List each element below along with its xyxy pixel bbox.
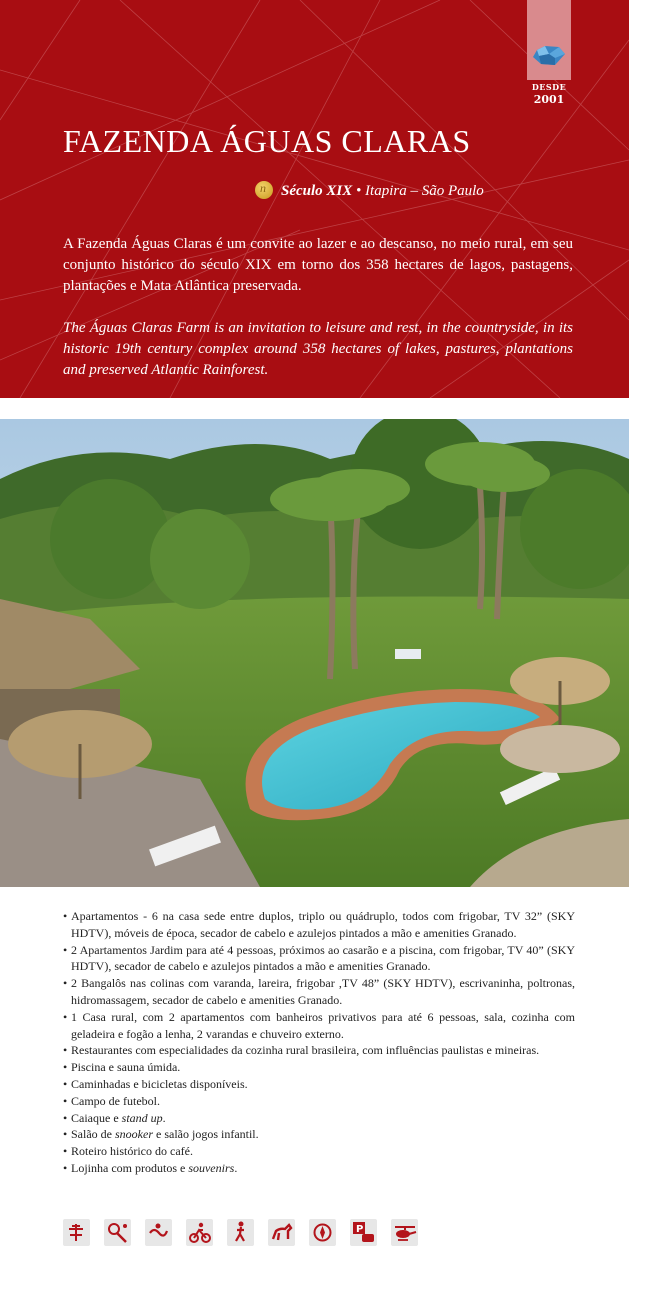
badge-year: 2001 bbox=[533, 93, 565, 106]
subtitle-separator: • bbox=[352, 183, 366, 199]
feature-text: 2 Bangalôs nas colinas com varanda, lareira, frigobar ,TV 48” (SKY HDTV), escrivaninha, poltronas, hidromassagem, secador de cabelo e amenities Granado. bbox=[71, 976, 575, 1007]
badge-desde-label: DESDE bbox=[531, 82, 567, 92]
feature-emphasis: souvenirs bbox=[188, 1160, 235, 1175]
amenity-icons bbox=[63, 1219, 418, 1246]
feature-item bbox=[63, 908, 575, 942]
feature-item bbox=[63, 1110, 575, 1127]
intro-portuguese: A Fazenda Águas Claras é um convite ao lazer e ao descanso, no meio rural, em seu conjunto histórico do século XIX em torno dos 358 hectares de lagos, pastagens, plantações e Mata Atlântica preservada. bbox=[63, 236, 573, 294]
spa-icon bbox=[63, 1219, 90, 1246]
feature-text: 1 Casa rural, com 2 apartamentos com banheiros privativos para até 6 pessoas, sala, cozinha com geladeira e fogão a lenha, 2 varandas e chuveiro externo. bbox=[71, 1009, 575, 1041]
features-list bbox=[63, 908, 575, 1177]
pool-garden-illustration bbox=[0, 419, 629, 887]
feature-item bbox=[63, 1059, 575, 1076]
feature-item bbox=[63, 1143, 575, 1160]
feature-text: Apartamentos - 6 na casa sede entre duplos, triplo ou quádruplo, todos com frigobar, TV 32” (SKY HDTV), móveis de época, secador de cabelo e azulejos pintados a mão e amenities Granado. bbox=[71, 909, 575, 940]
feature-item bbox=[63, 1042, 575, 1059]
page-title: FAZENDA ÁGUAS CLARAS bbox=[63, 123, 471, 159]
compass-icon bbox=[309, 1219, 336, 1246]
feature-item bbox=[63, 942, 575, 976]
feature-text-tail: e salão jogos infantil. bbox=[153, 1127, 259, 1142]
parking-icon bbox=[350, 1219, 377, 1246]
feature-text: 2 Apartamentos Jardim para até 4 pessoas, próximos ao casarão e a piscina, com frigobar, TV 40” (SKY HDTV), secador de cabelo e azulejos pintados a mão e amenities Granado. bbox=[71, 942, 575, 974]
feature-item bbox=[63, 1160, 575, 1177]
feature-text: Salão de bbox=[71, 1127, 115, 1142]
header-banner bbox=[0, 0, 629, 398]
helicopter-icon bbox=[391, 1219, 418, 1246]
since-badge bbox=[527, 0, 571, 80]
feature-text: Roteiro histórico do café. bbox=[71, 1144, 193, 1159]
feature-item bbox=[63, 1009, 575, 1043]
subtitle-location: Itapira – São Paulo bbox=[365, 183, 484, 199]
bicycle-icon bbox=[186, 1219, 213, 1246]
feature-item bbox=[63, 1076, 575, 1093]
intro-english: The Águas Claras Farm is an invitation to leisure and rest, in the countryside, in its historic 19th century complex around 358 hectares of lakes, pastures, plantations and preserved Atlantic Rainforest. bbox=[63, 320, 573, 378]
feature-text: Restaurantes com especialidades da cozinha rural brasileira, com influências paulistas e mineiras. bbox=[71, 1043, 540, 1058]
massage-icon bbox=[145, 1219, 172, 1246]
subtitle bbox=[255, 181, 484, 200]
feature-emphasis: snooker bbox=[115, 1127, 153, 1142]
seal-icon bbox=[255, 181, 273, 199]
diamond-icon bbox=[531, 44, 567, 68]
pool-photo bbox=[0, 419, 629, 887]
feature-item bbox=[63, 975, 575, 1009]
feature-emphasis: stand up bbox=[121, 1110, 163, 1125]
feature-text: Caminhadas e bicicletas disponíveis. bbox=[71, 1076, 248, 1091]
feature-text: Lojinha com produtos e bbox=[71, 1160, 189, 1175]
feature-text: Piscina e sauna úmida. bbox=[71, 1060, 181, 1075]
subtitle-era: Século XIX bbox=[281, 183, 353, 199]
hiking-icon bbox=[227, 1219, 254, 1246]
tennis-icon bbox=[104, 1219, 131, 1246]
feature-text: Campo de futebol. bbox=[71, 1093, 160, 1108]
feature-text: Caiaque e bbox=[71, 1110, 122, 1125]
feature-item bbox=[63, 1126, 575, 1143]
feature-text-tail: . bbox=[234, 1160, 238, 1175]
feature-item bbox=[63, 1093, 575, 1110]
horse-riding-icon bbox=[268, 1219, 295, 1246]
svg-text:P: P bbox=[356, 1224, 364, 1235]
feature-text-tail: . bbox=[162, 1110, 166, 1125]
